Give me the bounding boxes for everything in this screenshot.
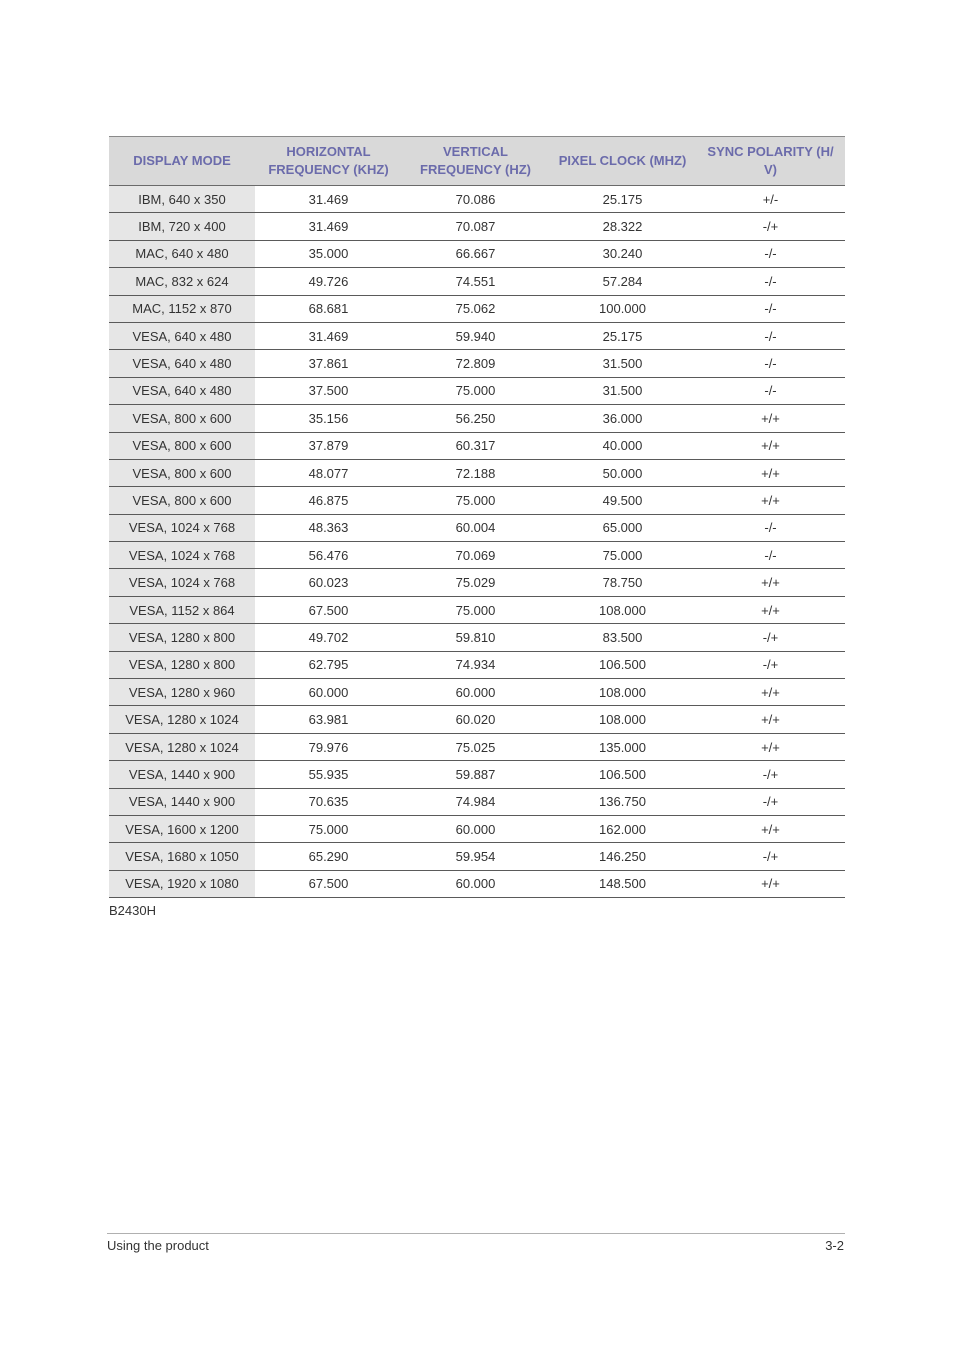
cell-sync-polarity: +/+ [696, 569, 845, 596]
cell-horizontal-frequency: 60.023 [255, 569, 402, 596]
cell-sync-polarity: -/- [696, 542, 845, 569]
cell-display-mode: VESA, 800 x 600 [109, 405, 255, 432]
cell-pixel-clock: 25.175 [549, 322, 696, 349]
cell-pixel-clock: 49.500 [549, 487, 696, 514]
cell-horizontal-frequency: 67.500 [255, 596, 402, 623]
cell-horizontal-frequency: 49.726 [255, 268, 402, 295]
cell-sync-polarity: -/- [696, 377, 845, 404]
cell-sync-polarity: +/+ [696, 432, 845, 459]
table-row [109, 186, 845, 213]
cell-pixel-clock: 108.000 [549, 679, 696, 706]
header-display-mode: DISPLAY MODE [109, 137, 255, 186]
cell-sync-polarity: -/- [696, 350, 845, 377]
cell-sync-polarity: +/+ [696, 679, 845, 706]
table-row [109, 487, 845, 514]
cell-pixel-clock: 135.000 [549, 733, 696, 760]
cell-vertical-frequency: 59.940 [402, 322, 549, 349]
cell-horizontal-frequency: 49.702 [255, 624, 402, 651]
cell-vertical-frequency: 70.069 [402, 542, 549, 569]
cell-display-mode: VESA, 640 x 480 [109, 322, 255, 349]
cell-horizontal-frequency: 31.469 [255, 322, 402, 349]
cell-display-mode: VESA, 1280 x 960 [109, 679, 255, 706]
cell-horizontal-frequency: 63.981 [255, 706, 402, 733]
cell-vertical-frequency: 72.809 [402, 350, 549, 377]
cell-sync-polarity: -/- [696, 240, 845, 267]
header-vertical-frequency: VERTICAL FREQUENCY (HZ) [402, 137, 549, 186]
cell-pixel-clock: 31.500 [549, 377, 696, 404]
table-row [109, 706, 845, 733]
table-row [109, 596, 845, 623]
cell-horizontal-frequency: 46.875 [255, 487, 402, 514]
cell-horizontal-frequency: 60.000 [255, 679, 402, 706]
cell-display-mode: MAC, 640 x 480 [109, 240, 255, 267]
cell-pixel-clock: 106.500 [549, 651, 696, 678]
cell-horizontal-frequency: 70.635 [255, 788, 402, 815]
cell-sync-polarity: -/+ [696, 761, 845, 788]
cell-vertical-frequency: 56.250 [402, 405, 549, 432]
table-header-row [109, 137, 845, 186]
cell-display-mode: VESA, 1024 x 768 [109, 514, 255, 541]
cell-pixel-clock: 25.175 [549, 186, 696, 213]
cell-vertical-frequency: 59.954 [402, 843, 549, 870]
cell-display-mode: VESA, 1600 x 1200 [109, 815, 255, 842]
cell-vertical-frequency: 75.000 [402, 596, 549, 623]
cell-horizontal-frequency: 35.156 [255, 405, 402, 432]
cell-pixel-clock: 108.000 [549, 596, 696, 623]
table-row [109, 733, 845, 760]
table-row [109, 624, 845, 651]
cell-vertical-frequency: 66.667 [402, 240, 549, 267]
table-row [109, 240, 845, 267]
cell-horizontal-frequency: 31.469 [255, 213, 402, 240]
cell-vertical-frequency: 74.984 [402, 788, 549, 815]
cell-sync-polarity: +/+ [696, 405, 845, 432]
cell-pixel-clock: 36.000 [549, 405, 696, 432]
cell-display-mode: VESA, 1024 x 768 [109, 542, 255, 569]
cell-vertical-frequency: 60.000 [402, 815, 549, 842]
table-row [109, 350, 845, 377]
cell-vertical-frequency: 72.188 [402, 459, 549, 486]
cell-display-mode: VESA, 1152 x 864 [109, 596, 255, 623]
cell-display-mode: MAC, 832 x 624 [109, 268, 255, 295]
table-row [109, 569, 845, 596]
display-timing-table [109, 136, 845, 898]
table-row [109, 843, 845, 870]
header-sync-polarity: SYNC POLARITY (H/ V) [696, 137, 845, 186]
cell-display-mode: VESA, 800 x 600 [109, 432, 255, 459]
cell-pixel-clock: 78.750 [549, 569, 696, 596]
cell-display-mode: VESA, 1440 x 900 [109, 788, 255, 815]
cell-pixel-clock: 146.250 [549, 843, 696, 870]
model-caption: B2430H [109, 903, 156, 918]
cell-display-mode: VESA, 1280 x 800 [109, 651, 255, 678]
cell-pixel-clock: 106.500 [549, 761, 696, 788]
footer-page-number: 3-2 [825, 1238, 844, 1253]
cell-display-mode: VESA, 800 x 600 [109, 487, 255, 514]
cell-sync-polarity: +/+ [696, 596, 845, 623]
cell-horizontal-frequency: 75.000 [255, 815, 402, 842]
cell-display-mode: VESA, 1680 x 1050 [109, 843, 255, 870]
cell-display-mode: VESA, 1440 x 900 [109, 761, 255, 788]
cell-display-mode: VESA, 640 x 480 [109, 350, 255, 377]
cell-pixel-clock: 83.500 [549, 624, 696, 651]
footer-section-title: Using the product [107, 1238, 209, 1253]
cell-horizontal-frequency: 35.000 [255, 240, 402, 267]
cell-sync-polarity: -/- [696, 322, 845, 349]
cell-pixel-clock: 100.000 [549, 295, 696, 322]
cell-vertical-frequency: 74.934 [402, 651, 549, 678]
cell-vertical-frequency: 60.317 [402, 432, 549, 459]
cell-vertical-frequency: 70.086 [402, 186, 549, 213]
cell-sync-polarity: -/+ [696, 624, 845, 651]
cell-display-mode: VESA, 1280 x 800 [109, 624, 255, 651]
cell-display-mode: VESA, 1280 x 1024 [109, 706, 255, 733]
cell-sync-polarity: +/+ [696, 706, 845, 733]
table-row [109, 377, 845, 404]
table-row [109, 870, 845, 897]
cell-sync-polarity: -/+ [696, 788, 845, 815]
cell-sync-polarity: -/- [696, 295, 845, 322]
cell-vertical-frequency: 60.000 [402, 870, 549, 897]
cell-pixel-clock: 148.500 [549, 870, 696, 897]
table-row [109, 651, 845, 678]
table-row [109, 405, 845, 432]
cell-sync-polarity: +/+ [696, 815, 845, 842]
table-row [109, 213, 845, 240]
cell-vertical-frequency: 75.025 [402, 733, 549, 760]
cell-display-mode: VESA, 1280 x 1024 [109, 733, 255, 760]
cell-horizontal-frequency: 79.976 [255, 733, 402, 760]
cell-display-mode: VESA, 1024 x 768 [109, 569, 255, 596]
cell-horizontal-frequency: 67.500 [255, 870, 402, 897]
cell-vertical-frequency: 74.551 [402, 268, 549, 295]
cell-vertical-frequency: 75.062 [402, 295, 549, 322]
cell-sync-polarity: -/- [696, 514, 845, 541]
table-row [109, 459, 845, 486]
cell-sync-polarity: +/+ [696, 487, 845, 514]
cell-sync-polarity: -/+ [696, 213, 845, 240]
cell-horizontal-frequency: 65.290 [255, 843, 402, 870]
cell-sync-polarity: -/+ [696, 651, 845, 678]
cell-vertical-frequency: 75.029 [402, 569, 549, 596]
cell-horizontal-frequency: 62.795 [255, 651, 402, 678]
header-pixel-clock: PIXEL CLOCK (MHZ) [549, 137, 696, 186]
cell-pixel-clock: 136.750 [549, 788, 696, 815]
cell-pixel-clock: 65.000 [549, 514, 696, 541]
cell-pixel-clock: 30.240 [549, 240, 696, 267]
cell-vertical-frequency: 60.000 [402, 679, 549, 706]
cell-horizontal-frequency: 31.469 [255, 186, 402, 213]
cell-sync-polarity: +/+ [696, 733, 845, 760]
footer-divider [107, 1233, 845, 1234]
cell-horizontal-frequency: 37.861 [255, 350, 402, 377]
cell-vertical-frequency: 70.087 [402, 213, 549, 240]
cell-pixel-clock: 40.000 [549, 432, 696, 459]
table-row [109, 514, 845, 541]
cell-pixel-clock: 50.000 [549, 459, 696, 486]
table-row [109, 815, 845, 842]
cell-sync-polarity: +/+ [696, 870, 845, 897]
cell-horizontal-frequency: 55.935 [255, 761, 402, 788]
table-row [109, 679, 845, 706]
cell-vertical-frequency: 60.004 [402, 514, 549, 541]
table-row [109, 542, 845, 569]
cell-pixel-clock: 162.000 [549, 815, 696, 842]
cell-display-mode: VESA, 640 x 480 [109, 377, 255, 404]
cell-horizontal-frequency: 56.476 [255, 542, 402, 569]
cell-vertical-frequency: 60.020 [402, 706, 549, 733]
cell-display-mode: IBM, 640 x 350 [109, 186, 255, 213]
cell-vertical-frequency: 59.887 [402, 761, 549, 788]
cell-pixel-clock: 28.322 [549, 213, 696, 240]
cell-horizontal-frequency: 37.500 [255, 377, 402, 404]
cell-horizontal-frequency: 48.363 [255, 514, 402, 541]
cell-pixel-clock: 57.284 [549, 268, 696, 295]
table-row [109, 432, 845, 459]
cell-display-mode: VESA, 1920 x 1080 [109, 870, 255, 897]
cell-horizontal-frequency: 48.077 [255, 459, 402, 486]
table-row [109, 788, 845, 815]
cell-pixel-clock: 108.000 [549, 706, 696, 733]
cell-sync-polarity: -/- [696, 268, 845, 295]
cell-display-mode: VESA, 800 x 600 [109, 459, 255, 486]
table-row [109, 322, 845, 349]
table-row [109, 295, 845, 322]
table-row [109, 761, 845, 788]
cell-pixel-clock: 31.500 [549, 350, 696, 377]
table-row [109, 268, 845, 295]
cell-horizontal-frequency: 68.681 [255, 295, 402, 322]
cell-display-mode: MAC, 1152 x 870 [109, 295, 255, 322]
cell-vertical-frequency: 59.810 [402, 624, 549, 651]
cell-sync-polarity: -/+ [696, 843, 845, 870]
cell-display-mode: IBM, 720 x 400 [109, 213, 255, 240]
cell-pixel-clock: 75.000 [549, 542, 696, 569]
cell-vertical-frequency: 75.000 [402, 487, 549, 514]
cell-sync-polarity: +/- [696, 186, 845, 213]
cell-sync-polarity: +/+ [696, 459, 845, 486]
cell-vertical-frequency: 75.000 [402, 377, 549, 404]
cell-horizontal-frequency: 37.879 [255, 432, 402, 459]
header-horizontal-frequency: HORIZONTAL FREQUENCY (KHZ) [255, 137, 402, 186]
table-body [109, 186, 845, 898]
